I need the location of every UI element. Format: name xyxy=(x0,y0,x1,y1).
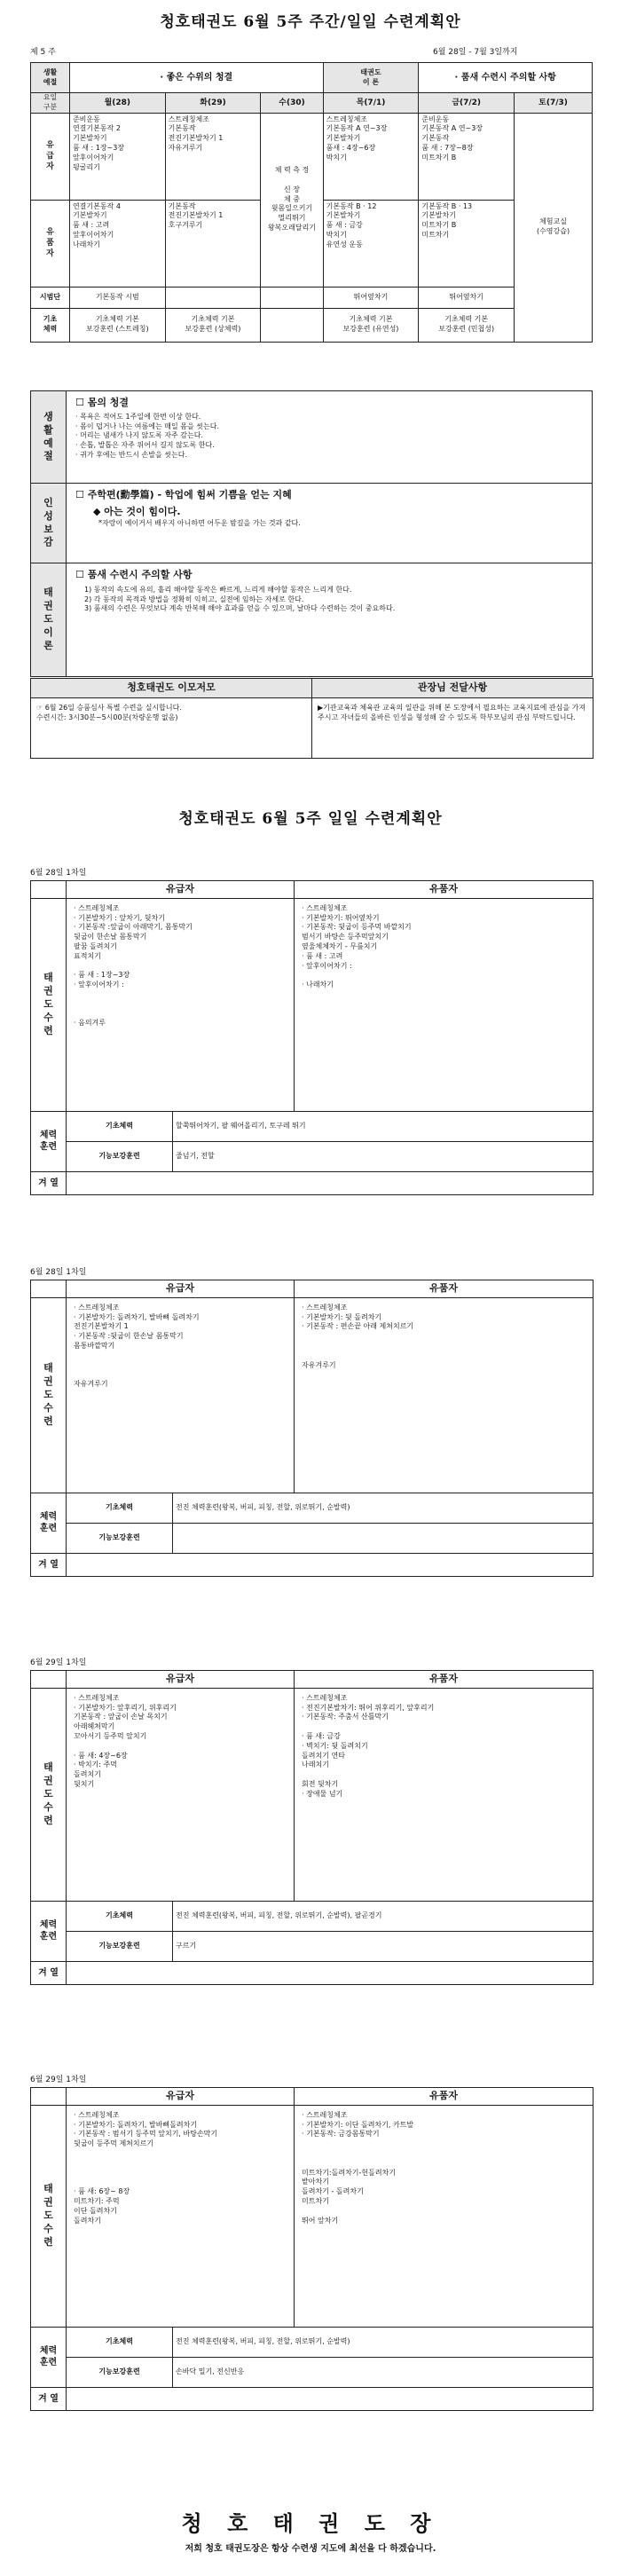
theory-text: · 품새 수련시 주의할 사항 xyxy=(419,63,593,93)
fitness-basic-label: 기초체력 xyxy=(67,1901,173,1931)
daily-date: 6월 29일 1차일 xyxy=(30,2076,87,2084)
checkbox-icon: ☐ xyxy=(75,397,84,408)
grade-plan: · 스트레칭체조 · 기본발차기: 앞후리기, 위후리기 기본동작 : 앞굽이 손날 목치기 아래헤쳐막기 꼬아서기 등주먹 앞치기 · 품 새: 4장~6장 · 박치기: 주먹 돌려치기 뒷치기 xyxy=(67,1688,295,1901)
day-header: 금(7/2) xyxy=(419,93,515,114)
review-text xyxy=(67,1553,593,1576)
row-label-dan: 유 품 자 xyxy=(31,200,70,287)
checkbox-icon: ☐ xyxy=(75,489,84,500)
grade-plan: · 스트레칭체조 · 기본발차기: 돌려차기, 발바뼈돌려차기 · 기본동작 : 범서기 등주먹 앞치기, 바탕손막기 뒷굽이 등주먹 제쳐치르기 · 품 새: 6장~ 8장 미트차기: 주먹 이단 돌려차기 돌려차기 xyxy=(67,2105,295,2327)
side-label: 태 권 도 수 련 xyxy=(31,898,67,1111)
daily-date: 6월 29일 1차일 xyxy=(30,1658,87,1667)
sat-event-cell: 체험교실 (수영강습) xyxy=(515,113,593,342)
daily-date: 6월 28일 1차일 xyxy=(30,1268,87,1277)
section-label: 태 권 도 이 론 xyxy=(31,563,67,677)
notice-table xyxy=(30,678,593,759)
col-grade-header: 유급자 xyxy=(67,1671,295,1689)
grade-cell: 스트레칭체조 기본동작 전진기본발차기 1 자유겨루기 xyxy=(165,113,261,200)
goal-label: 생활 예절 xyxy=(31,63,70,93)
week-label: 제 5 주 xyxy=(30,48,56,57)
review-text xyxy=(67,1171,593,1194)
section-label: 생 활 예 절 xyxy=(31,391,67,484)
fitness-skill-label: 기능보강훈련 xyxy=(67,1141,173,1171)
dan-cell: 연결기본동작 4 기본발차기 품 새 : 고려 앞후이어차기 나래차기 xyxy=(69,200,165,287)
parent-title: 관장님 전달사항 xyxy=(312,679,593,698)
section-body: ☐ 주학편(勳學篇) - 학업에 힘써 기쁨을 얻는 지혜 ◆ 아는 것이 힘이다. *자랑이 예이거서 배우지 아니하면 어두운 밤길을 가는 것과 같다. xyxy=(67,484,593,563)
basic-cell xyxy=(261,308,323,342)
grade-plan: · 스트레칭체조 · 기본발차기 : 앞차기, 뒷차기 · 기본동작 :앞굽이 아래막기, 몸통막기 뒷굽이 한손날 몸통막기 팔꿈 돌려치기 표적치기 · 품 새 : 1장~3장 · 앞후이어차기 : · 음의겨루 xyxy=(67,898,295,1111)
review-text xyxy=(67,1961,593,1984)
daily-plan-table xyxy=(30,1670,593,1985)
basic-cell: 기초체력 기본 보강훈련 (스트레칭) xyxy=(69,308,165,342)
demo-cell: 뛰어옆차기 xyxy=(323,287,419,308)
footer-slogan: 저희 청호 태권도장은 항상 수련생 지도에 최선을 다 하겠습니다. xyxy=(185,2544,436,2554)
fitness-label: 체력 훈련 xyxy=(31,2327,67,2387)
fitness-basic-label: 기초체력 xyxy=(67,1111,173,1141)
day-header: 토(7/3) xyxy=(515,93,593,114)
review-label: 겨 열 xyxy=(31,1961,67,1984)
daily-plan-table xyxy=(30,880,593,1195)
dan-cell: 기본동작 B · 13 기본발차기 미트차기 B 미트차기 xyxy=(419,200,515,287)
grade-cell: 스트레칭체조 기본동작 A 연~3장 기본발차기 품새 : 4장~6장 박치기 xyxy=(323,113,419,200)
fitness-skill-text xyxy=(173,1523,593,1553)
fitness-skill-text: 손바닥 밀기, 전신반응 xyxy=(173,2357,593,2387)
demo-cell: 뛰어옆차기 xyxy=(419,287,515,308)
fitness-label: 체력 훈련 xyxy=(31,1901,67,1961)
daily-date: 6월 28일 1차일 xyxy=(30,869,87,878)
demo-cell xyxy=(261,287,323,308)
basic-cell: 기초체력 기본 보강훈련 (민첩성) xyxy=(419,308,515,342)
section-body: ☐ 품새 수련시 주의할 사항 1) 동작의 속도에 유의, 흩리 해야할 동작은 빠르게, 느리게 해야할 동작은 느리게 한다. 2) 각 동작의 목적과 방법을 정확히 익히고, 실전에 임하는 자세로 한다. 3) 품새의 수련은 무엇보다 계속 반복해 해야 효과를 얻을 수 있으며, 날마다 수련하는 것이 중요하다. xyxy=(67,563,593,677)
goal-text: · 좋은 수위의 청결 xyxy=(69,63,323,93)
col-dan-header: 유품자 xyxy=(295,2088,593,2106)
col-grade-header: 유급자 xyxy=(67,881,295,899)
section-body: ☐ 몸의 청결 · 목욕은 적어도 1주일에 한번 이상 한다. · 몸이 덥거나 나는 여름에는 매일 몸을 씻는다. · 머리는 냄새가 나지 않도록 자주 감는다. · 손톱, 발톱은 자주 위어서 길지 않도록 한다. · 귀가 후에는 반드시 손발을 씻는다. xyxy=(67,391,593,484)
memo-title: 청호태권도 이모저모 xyxy=(31,679,312,698)
fitness-basic-text: 전진 체력훈련(왕복, 버피, 피칭, 전할, 위로뛰기, 순발력) xyxy=(173,2327,593,2357)
fitness-skill-label: 기능보강훈련 xyxy=(67,1523,173,1553)
col-grade-header: 유급자 xyxy=(67,2088,295,2106)
row-label-grade: 유 급 자 xyxy=(31,113,70,200)
daily-plan-table xyxy=(30,2087,593,2411)
dan-plan: · 스트레칭체조 · 기본발차기: 뒷 돌려차기 · 기본동작 : 편손끝 아래 제쳐치르기 자유겨루기 xyxy=(295,1297,593,1493)
dan-plan: · 스트레칭체조 · 기본발차기: 이단 돌려차기, 카트발 · 기본동작: 금강몸통막기 미트차기:돌려차기-헌돌려차기 밭아차기 돌려차기 - 돌려차기 미트차기 뛰어 앞차기 xyxy=(295,2105,593,2327)
review-label: 겨 열 xyxy=(31,1553,67,1576)
col-grade-header: 유급자 xyxy=(67,1280,295,1298)
grade-cell: 준비운동 연결기본동작 2 기본발차기 품 새 : 1장~3장 앞후이어차기 뒹굴리기 xyxy=(69,113,165,200)
basic-cell: 기초체력 기본 보강훈련 (유연성) xyxy=(323,308,419,342)
day-header: 월(28) xyxy=(69,93,165,114)
memo-text: ☞ 6월 26일 승품심사 특별 수련을 실시합니다. 수련시간: 3시30분~5시00분(차량운행 없음) xyxy=(31,698,312,759)
daily-plan-table xyxy=(30,1280,593,1577)
demo-cell: 기본동작 시범 xyxy=(69,287,165,308)
daily-title: 청호태권도 6월 5주 일일 수련계획안 xyxy=(178,810,443,828)
side-label: 태 권 도 수 련 xyxy=(31,2105,67,2327)
review-label: 겨 열 xyxy=(31,2387,67,2410)
grade-plan: · 스트레칭체조 · 기본발차기: 돌려차기, 발바뼈 돌려차기 전진기본발차기 1 · 기본동작 :뒷굽이 한손날 몸통막기 몸통바깥막기 자유겨루기 xyxy=(67,1297,295,1493)
dan-cell: 기본동작 B · 12 기본발차기 품 새 : 금강 박치기 유연성 운동 xyxy=(323,200,419,287)
fitness-skill-label: 기능보강훈련 xyxy=(67,2357,173,2387)
section-label: 인 성 보 감 xyxy=(31,484,67,563)
fitness-basic-label: 기초체력 xyxy=(67,2327,173,2357)
fitness-basic-label: 기초체력 xyxy=(67,1493,173,1523)
day-header: 목(7/1) xyxy=(323,93,419,114)
fitness-skill-label: 기능보강훈련 xyxy=(67,1931,173,1961)
theory-label: 태권도 이 론 xyxy=(323,63,419,93)
footer-name: 청 호 태 권 도 장 xyxy=(181,2510,440,2536)
col-dan-header: 유품자 xyxy=(295,881,593,899)
fitness-skill-text: 줄넘기, 전할 xyxy=(173,1141,593,1171)
fitness-basic-text: 전진 체력훈련(왕복, 버피, 피칭, 전할, 위로뛰기, 순발력) xyxy=(173,1493,593,1523)
period-label: 6월 28일 - 7월 3일까지 xyxy=(433,48,518,57)
dan-plan: · 스트레칭체조 · 기본발차기: 뛰어옆차기 · 기본동작: 뒷굽이 등주먹 바깥치기 범서기 바탕손 등주먹앞치기 옆울체체차기 - 무릎치기 · 품 새 : 고려 · 앞후이어차기 : · 나래차기 xyxy=(295,898,593,1111)
demo-cell xyxy=(165,287,261,308)
fitness-skill-text: 구르기 xyxy=(173,1931,593,1961)
review-text xyxy=(67,2387,593,2410)
fitness-label: 체력 훈련 xyxy=(31,1111,67,1171)
basic-cell: 기초체력 기본 보강훈련 (상체력) xyxy=(165,308,261,342)
fitness-label: 체력 훈련 xyxy=(31,1493,67,1553)
fitness-basic-text: 할쭉뛰어차기, 팔 웨어올리기, 토구레 뛰기 xyxy=(173,1111,593,1141)
dan-plan: · 스트레칭체조 · 전진기본발차기: 뛰어 위후리기, 앞후리기 · 기본동작: 주춤서 산틀막기 · 품 새: 금강 · 벽치기: 뒷 돌려치기 돌려치기 연타 나래치기 회전 뒷차기 · 장애물 넘기 xyxy=(295,1688,593,1901)
wed-test-cell: 체 력 측 정 신 장 체 중 윗몸일으키기 멀리뛰기 왕복오래달리기 xyxy=(261,113,323,287)
side-label: 태 권 도 수 련 xyxy=(31,1688,67,1901)
day-header: 수(30) xyxy=(261,93,323,114)
grade-cell: 준비운동 기본동작 A 연~3장 기본동작 품 새 : 7장~8장 미트차기 B xyxy=(419,113,515,200)
parent-text: ▶기관교육과 체육관 교육의 일관을 위해 본 도장에서 필요하는 교육지료에 관심을 가져주시고 자녀들의 올바른 인성을 형성해 갈 수 있도록 학부모님의 관심 부탁드립니다. xyxy=(312,698,593,759)
weekly-plan-table xyxy=(30,62,593,343)
review-label: 겨 열 xyxy=(31,1171,67,1194)
day-header: 화(29) xyxy=(165,93,261,114)
day-corner: 요일 구분 xyxy=(31,93,70,114)
dan-cell: 기본동작 전진기본발차기 1 호구겨루기 xyxy=(165,200,261,287)
info-table xyxy=(30,390,593,677)
fitness-basic-text: 전진 체력훈련(왕복, 버피, 피칭, 전할, 위로뛰기, 순발력), 팔곧경기 xyxy=(173,1901,593,1931)
row-label-demo: 시범단 xyxy=(31,287,70,308)
side-label: 태 권 도 수 련 xyxy=(31,1297,67,1493)
checkbox-icon: ☐ xyxy=(75,569,84,580)
page-title: 청호태권도 6월 5주 주간/일일 수련계획안 xyxy=(160,13,461,31)
col-dan-header: 유품자 xyxy=(295,1671,593,1689)
col-dan-header: 유품자 xyxy=(295,1280,593,1298)
row-label-basic: 기초 체력 xyxy=(31,308,70,342)
